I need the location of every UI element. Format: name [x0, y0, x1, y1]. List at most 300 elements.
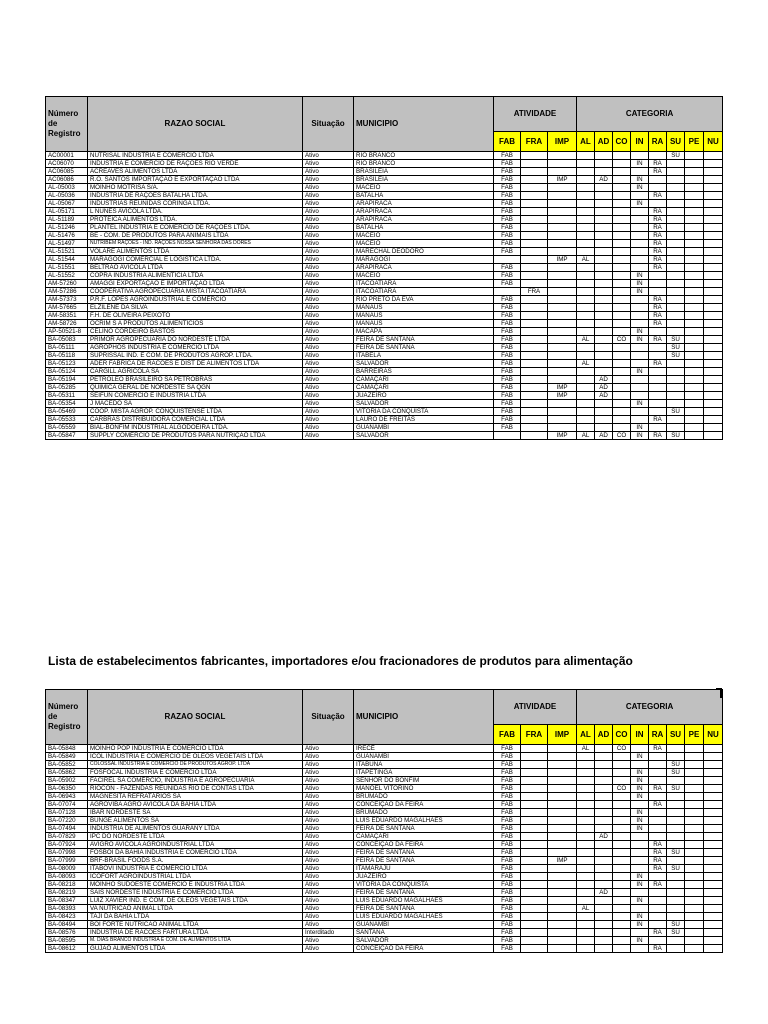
- table-cell: [631, 360, 649, 368]
- table-cell: FAB: [494, 392, 521, 400]
- table-cell: CO: [613, 432, 631, 440]
- table-cell: FAB: [494, 761, 521, 769]
- table-cell: MANOEL VITORINO: [354, 785, 494, 793]
- table-cell: [704, 801, 723, 809]
- table-cell: BELTRAO AVICOLA LTDA: [88, 264, 303, 272]
- table-cell: [613, 208, 631, 216]
- table-cell: [521, 152, 548, 160]
- table-cell: [613, 817, 631, 825]
- table-cell: [521, 232, 548, 240]
- table-cell: IN: [631, 432, 649, 440]
- table-cell: MOINHO POP INDUSTRIA E COMERCIO LTDA: [88, 745, 303, 753]
- table-cell: [548, 801, 577, 809]
- table-cell: AL-51544: [46, 256, 88, 264]
- table-cell: Ativo: [303, 889, 354, 897]
- table-row: [46, 296, 723, 304]
- table-cell: [667, 192, 685, 200]
- table-cell: Ativo: [303, 753, 354, 761]
- table-cell: [667, 889, 685, 897]
- header-categoria: CATEGORIA: [577, 690, 723, 725]
- table-row: [46, 745, 723, 753]
- table-cell: FAB: [494, 865, 521, 873]
- table-cell: SU: [667, 761, 685, 769]
- table-cell: IN: [631, 921, 649, 929]
- table-cell: FAB: [494, 857, 521, 865]
- table-cell: FAB: [494, 384, 521, 392]
- table-cell: Ativo: [303, 168, 354, 176]
- table-row: [46, 937, 723, 945]
- table-cell: FAB: [494, 841, 521, 849]
- table-row: [46, 288, 723, 296]
- table-cell: [685, 240, 704, 248]
- table-cell: [521, 224, 548, 232]
- table-cell: RA: [649, 320, 667, 328]
- table-cell: [521, 769, 548, 777]
- table-cell: SUPRISSAL IND. E COM. DE PRODUTOS AGROP. LTDA.: [88, 352, 303, 360]
- table-cell: [667, 817, 685, 825]
- table-cell: [667, 240, 685, 248]
- header-categoria-ad: AD: [595, 132, 613, 152]
- table-cell: AL-05036: [46, 192, 88, 200]
- table-cell: [595, 873, 613, 881]
- header-categoria-al: AL: [577, 725, 595, 745]
- table-cell: AM-57665: [46, 304, 88, 312]
- table-cell: LUIS EDUARDO MAGALHÃES: [354, 913, 494, 921]
- table-header: [46, 97, 723, 152]
- table-cell: FAB: [494, 312, 521, 320]
- table-cell: [667, 264, 685, 272]
- table-cell: [577, 352, 595, 360]
- table-cell: [704, 432, 723, 440]
- table-cell: BA-05354: [46, 400, 88, 408]
- table-cell: AM-57373: [46, 296, 88, 304]
- header-categoria-ad: AD: [595, 725, 613, 745]
- table-cell: [649, 913, 667, 921]
- table-cell: AC06086: [46, 176, 88, 184]
- table-cell: [704, 897, 723, 905]
- table-cell: [667, 905, 685, 913]
- table-cell: [704, 232, 723, 240]
- table-cell: [631, 224, 649, 232]
- table-cell: Ativo: [303, 833, 354, 841]
- table-cell: SANTANA: [354, 929, 494, 937]
- table-cell: [667, 897, 685, 905]
- table-cell: FAB: [494, 809, 521, 817]
- table-cell: [704, 921, 723, 929]
- table-cell: [613, 168, 631, 176]
- table-cell: BA-08576: [46, 929, 88, 937]
- table-cell: PETRÓLEO BRASILEIRO SA PETROBRAS: [88, 376, 303, 384]
- table-cell: [577, 224, 595, 232]
- table-cell: BA-08423: [46, 913, 88, 921]
- table-cell: [704, 224, 723, 232]
- table-cell: [704, 777, 723, 785]
- table-cell: BA-05123: [46, 360, 88, 368]
- table-cell: [577, 312, 595, 320]
- table-row: [46, 248, 723, 256]
- table-cell: [521, 785, 548, 793]
- table-cell: Ativo: [303, 224, 354, 232]
- table-cell: [595, 801, 613, 809]
- table-cell: BA-06943: [46, 793, 88, 801]
- header-atividade-fab: FAB: [494, 132, 521, 152]
- table-cell: COPRA INDUSTRIA ALIMENTICIA LTDA: [88, 272, 303, 280]
- table-cell: AL: [577, 432, 595, 440]
- table-cell: [577, 320, 595, 328]
- table-cell: [667, 272, 685, 280]
- table-cell: BA-05533: [46, 416, 88, 424]
- table-row: [46, 905, 723, 913]
- table-cell: [595, 248, 613, 256]
- table-cell: [685, 184, 704, 192]
- table-cell: [548, 360, 577, 368]
- table-cell: IN: [631, 336, 649, 344]
- table-cell: BA-08218: [46, 881, 88, 889]
- table-cell: [577, 152, 595, 160]
- table-cell: FAB: [494, 232, 521, 240]
- table-cell: [649, 376, 667, 384]
- table-cell: [521, 809, 548, 817]
- table-cell: FAB: [494, 849, 521, 857]
- table-cell: [613, 328, 631, 336]
- table-cell: [548, 897, 577, 905]
- table-row: [46, 368, 723, 376]
- table-cell: [595, 408, 613, 416]
- table-cell: IN: [631, 817, 649, 825]
- table-cell: [548, 817, 577, 825]
- table-cell: [704, 753, 723, 761]
- table-cell: PLANTEL INDUSTRIA E COMERCIO DE RAÇOES LTDA.: [88, 224, 303, 232]
- table-cell: [704, 256, 723, 264]
- table-cell: SU: [667, 152, 685, 160]
- table-row: [46, 160, 723, 168]
- header-numero: Número de Registro: [46, 690, 88, 745]
- table-cell: AD: [595, 384, 613, 392]
- table-cell: Ativo: [303, 192, 354, 200]
- table-cell: VA NUTRICAO ANIMAL LTDA: [88, 905, 303, 913]
- table-cell: AP-50521-8: [46, 328, 88, 336]
- table-row: [46, 376, 723, 384]
- table-cell: [685, 296, 704, 304]
- table-cell: [548, 288, 577, 296]
- table-cell: [613, 857, 631, 865]
- table-cell: [631, 929, 649, 937]
- table-cell: SU: [667, 408, 685, 416]
- table-cell: [521, 937, 548, 945]
- table-cell: [595, 921, 613, 929]
- table-cell: NUTRIBEM RAÇÕES - IND. RAÇÕES NOSSA SENHORA DAS DORES: [88, 240, 303, 248]
- table-cell: [704, 304, 723, 312]
- table-row: [46, 392, 723, 400]
- table-cell: [613, 801, 631, 809]
- table-cell: [577, 809, 595, 817]
- table-cell: [685, 432, 704, 440]
- table-cell: [667, 256, 685, 264]
- table-cell: AL-51552: [46, 272, 88, 280]
- table-cell: [548, 929, 577, 937]
- table-cell: [595, 809, 613, 817]
- table-cell: FAB: [494, 745, 521, 753]
- table-row: [46, 817, 723, 825]
- table-cell: FEIRA DE SANTANA: [354, 889, 494, 897]
- table-cell: [548, 208, 577, 216]
- table-cell: [685, 889, 704, 897]
- table-cell: [685, 344, 704, 352]
- table-cell: [521, 400, 548, 408]
- table-cell: [613, 240, 631, 248]
- table-cell: [667, 200, 685, 208]
- table-cell: AC06085: [46, 168, 88, 176]
- table-cell: [595, 192, 613, 200]
- table-cell: [631, 905, 649, 913]
- table-cell: [704, 320, 723, 328]
- table-cell: [521, 312, 548, 320]
- table-cell: AL-05003: [46, 184, 88, 192]
- table-cell: Ativo: [303, 745, 354, 753]
- table-cell: FAB: [494, 753, 521, 761]
- table-cell: [577, 881, 595, 889]
- header-categoria-nu: NU: [704, 725, 723, 745]
- table-cell: [577, 849, 595, 857]
- table-cell: MACEIÓ: [354, 272, 494, 280]
- table-cell: ITACOATIARA: [354, 288, 494, 296]
- registry-table: [45, 96, 723, 440]
- table-cell: ITACOATIARA: [354, 280, 494, 288]
- table-cell: [649, 825, 667, 833]
- table-cell: [667, 368, 685, 376]
- table-cell: [613, 200, 631, 208]
- table-cell: [613, 408, 631, 416]
- table-cell: BA-07494: [46, 825, 88, 833]
- header-categoria-in: IN: [631, 132, 649, 152]
- table-cell: BA-05559: [46, 424, 88, 432]
- table-cell: [649, 344, 667, 352]
- table-cell: [704, 208, 723, 216]
- table-cell: [548, 881, 577, 889]
- table-cell: RA: [649, 841, 667, 849]
- table-cell: [548, 344, 577, 352]
- table-cell: [548, 424, 577, 432]
- table-row: [46, 785, 723, 793]
- table-cell: [704, 248, 723, 256]
- table-cell: [704, 264, 723, 272]
- table-cell: SU: [667, 929, 685, 937]
- header-situacao: Situação: [303, 97, 354, 152]
- table-cell: [685, 913, 704, 921]
- table-cell: Interditado: [303, 929, 354, 937]
- table-cell: [667, 809, 685, 817]
- table-cell: [548, 777, 577, 785]
- table-cell: [685, 384, 704, 392]
- table-cell: [613, 889, 631, 897]
- table-cell: Ativo: [303, 384, 354, 392]
- table-cell: [613, 753, 631, 761]
- table-cell: CO: [613, 336, 631, 344]
- table-cell: [631, 865, 649, 873]
- table-cell: [548, 825, 577, 833]
- table-cell: [631, 168, 649, 176]
- table-cell: [613, 192, 631, 200]
- table-cell: [704, 240, 723, 248]
- table-cell: [631, 857, 649, 865]
- table-cell: [631, 304, 649, 312]
- table-cell: [685, 160, 704, 168]
- table-cell: [548, 945, 577, 953]
- table-cell: [613, 913, 631, 921]
- table-cell: MARECHAL DEODORO: [354, 248, 494, 256]
- table-cell: BIAL-BONFIM INDUSTRIAL ALGODOEIRA LTDA.: [88, 424, 303, 432]
- table-cell: CAMAÇARI: [354, 833, 494, 841]
- table-cell: [595, 937, 613, 945]
- header-municipio: MUNICIPIO: [354, 690, 494, 745]
- table-cell: CO: [613, 745, 631, 753]
- table-cell: BRF-BRASIL FOODS S.A.: [88, 857, 303, 865]
- table-cell: [631, 248, 649, 256]
- table-row: [46, 416, 723, 424]
- table-cell: [521, 320, 548, 328]
- table-cell: [521, 360, 548, 368]
- table-cell: [595, 328, 613, 336]
- table-cell: [595, 368, 613, 376]
- table-row: [46, 168, 723, 176]
- table-cell: [704, 865, 723, 873]
- table-cell: [649, 352, 667, 360]
- table-cell: [704, 761, 723, 769]
- table-cell: PROTEICA ALIMENTOS LTDA.: [88, 216, 303, 224]
- table-cell: IN: [631, 785, 649, 793]
- table-cell: [521, 280, 548, 288]
- table-cell: [577, 368, 595, 376]
- table-cell: TAJI DA BAHIA LTDA: [88, 913, 303, 921]
- table-cell: FAB: [494, 280, 521, 288]
- table-cell: [577, 264, 595, 272]
- table-row: [46, 881, 723, 889]
- table-cell: MARAGOGI COMERCIAL E LOGISTICA LTDA.: [88, 256, 303, 264]
- table-cell: [685, 320, 704, 328]
- table-cell: [548, 753, 577, 761]
- table-cell: AL-51551: [46, 264, 88, 272]
- table-cell: BA-07999: [46, 857, 88, 865]
- table-cell: IN: [631, 368, 649, 376]
- table-cell: [685, 304, 704, 312]
- table-cell: [521, 240, 548, 248]
- table-cell: F.H. DE OLIVEIRA PEIXOTO: [88, 312, 303, 320]
- table-cell: RIO BRANCO: [354, 152, 494, 160]
- table-cell: [649, 384, 667, 392]
- table-cell: [649, 280, 667, 288]
- table-cell: [704, 168, 723, 176]
- table-cell: RA: [649, 360, 667, 368]
- table-cell: RIO PRETO DA EVA: [354, 296, 494, 304]
- table-cell: FOSBOI DA BAHIA INDUSTRIA E COMÉRCIO LTDA: [88, 849, 303, 857]
- table-cell: [685, 849, 704, 857]
- table-cell: [667, 841, 685, 849]
- table-cell: FAB: [494, 905, 521, 913]
- table-cell: BUNGE ALIMENTOS SA: [88, 817, 303, 825]
- table-cell: [521, 272, 548, 280]
- table-cell: [548, 376, 577, 384]
- table-cell: [704, 312, 723, 320]
- table-cell: FAB: [494, 168, 521, 176]
- table-row: [46, 280, 723, 288]
- table-cell: AD: [595, 376, 613, 384]
- table-cell: [704, 408, 723, 416]
- table-cell: INDUSTRIAS REUNIDAS CORINGA LTDA.: [88, 200, 303, 208]
- table-cell: [595, 312, 613, 320]
- table-cell: [577, 873, 595, 881]
- table-cell: [685, 817, 704, 825]
- table-cell: [685, 176, 704, 184]
- table-cell: COOPERATIVA AGROPECUÁRIA MISTA ITACOATIARA: [88, 288, 303, 296]
- table-cell: INDUSTRIA DE RAÇOES BATALHA LTDA.: [88, 192, 303, 200]
- table-cell: SALVADOR: [354, 400, 494, 408]
- table-cell: FAB: [494, 825, 521, 833]
- header-situacao: Situação: [303, 690, 354, 745]
- table-cell: [595, 264, 613, 272]
- table-cell: GUANAMBI: [354, 424, 494, 432]
- table-cell: [704, 400, 723, 408]
- table-cell: [613, 777, 631, 785]
- table-cell: [595, 200, 613, 208]
- table-cell: [631, 945, 649, 953]
- table-cell: LUIZ XAVIER IND. E COM. DE OLEOS VEGETAIS LTDA: [88, 897, 303, 905]
- table-cell: Ativo: [303, 400, 354, 408]
- table-cell: IN: [631, 160, 649, 168]
- table-cell: IMP: [548, 384, 577, 392]
- table-cell: FEIRA DE SANTANA: [354, 857, 494, 865]
- table-row: [46, 857, 723, 865]
- table-cell: VOLARE ALIMENTOS LTDA: [88, 248, 303, 256]
- table-cell: [521, 368, 548, 376]
- table-cell: [685, 809, 704, 817]
- table-cell: [548, 809, 577, 817]
- table-cell: [631, 240, 649, 248]
- table-cell: Ativo: [303, 272, 354, 280]
- table-cell: [613, 384, 631, 392]
- table-cell: [595, 849, 613, 857]
- table-cell: Ativo: [303, 328, 354, 336]
- table-cell: [613, 280, 631, 288]
- table-cell: [577, 272, 595, 280]
- table-cell: [631, 208, 649, 216]
- table-cell: [548, 224, 577, 232]
- table-cell: [704, 160, 723, 168]
- table-cell: ARAPIRACA: [354, 264, 494, 272]
- table-cell: FAB: [494, 873, 521, 881]
- table-cell: IN: [631, 200, 649, 208]
- table-cell: RA: [649, 208, 667, 216]
- header-categoria-pe: PE: [685, 132, 704, 152]
- table-cell: GUJAO ALIMENTOS LTDA: [88, 945, 303, 953]
- table-cell: J MACEDO SA: [88, 400, 303, 408]
- table-cell: FAB: [494, 152, 521, 160]
- table-cell: [704, 793, 723, 801]
- table-cell: [595, 360, 613, 368]
- table-cell: [595, 272, 613, 280]
- table-cell: [548, 368, 577, 376]
- table-cell: [613, 841, 631, 849]
- table-cell: [548, 937, 577, 945]
- table-cell: [521, 913, 548, 921]
- table-cell: VITÓRIA DA CONQUISTA: [354, 408, 494, 416]
- table-cell: RA: [649, 336, 667, 344]
- table-cell: AL-51189: [46, 216, 88, 224]
- table-cell: [521, 801, 548, 809]
- table-cell: AL: [577, 905, 595, 913]
- table-cell: OCRIM S A PRODUTOS ALIMENTICIOS: [88, 320, 303, 328]
- header-atividade: ATIVIDADE: [494, 690, 577, 725]
- table-row: [46, 240, 723, 248]
